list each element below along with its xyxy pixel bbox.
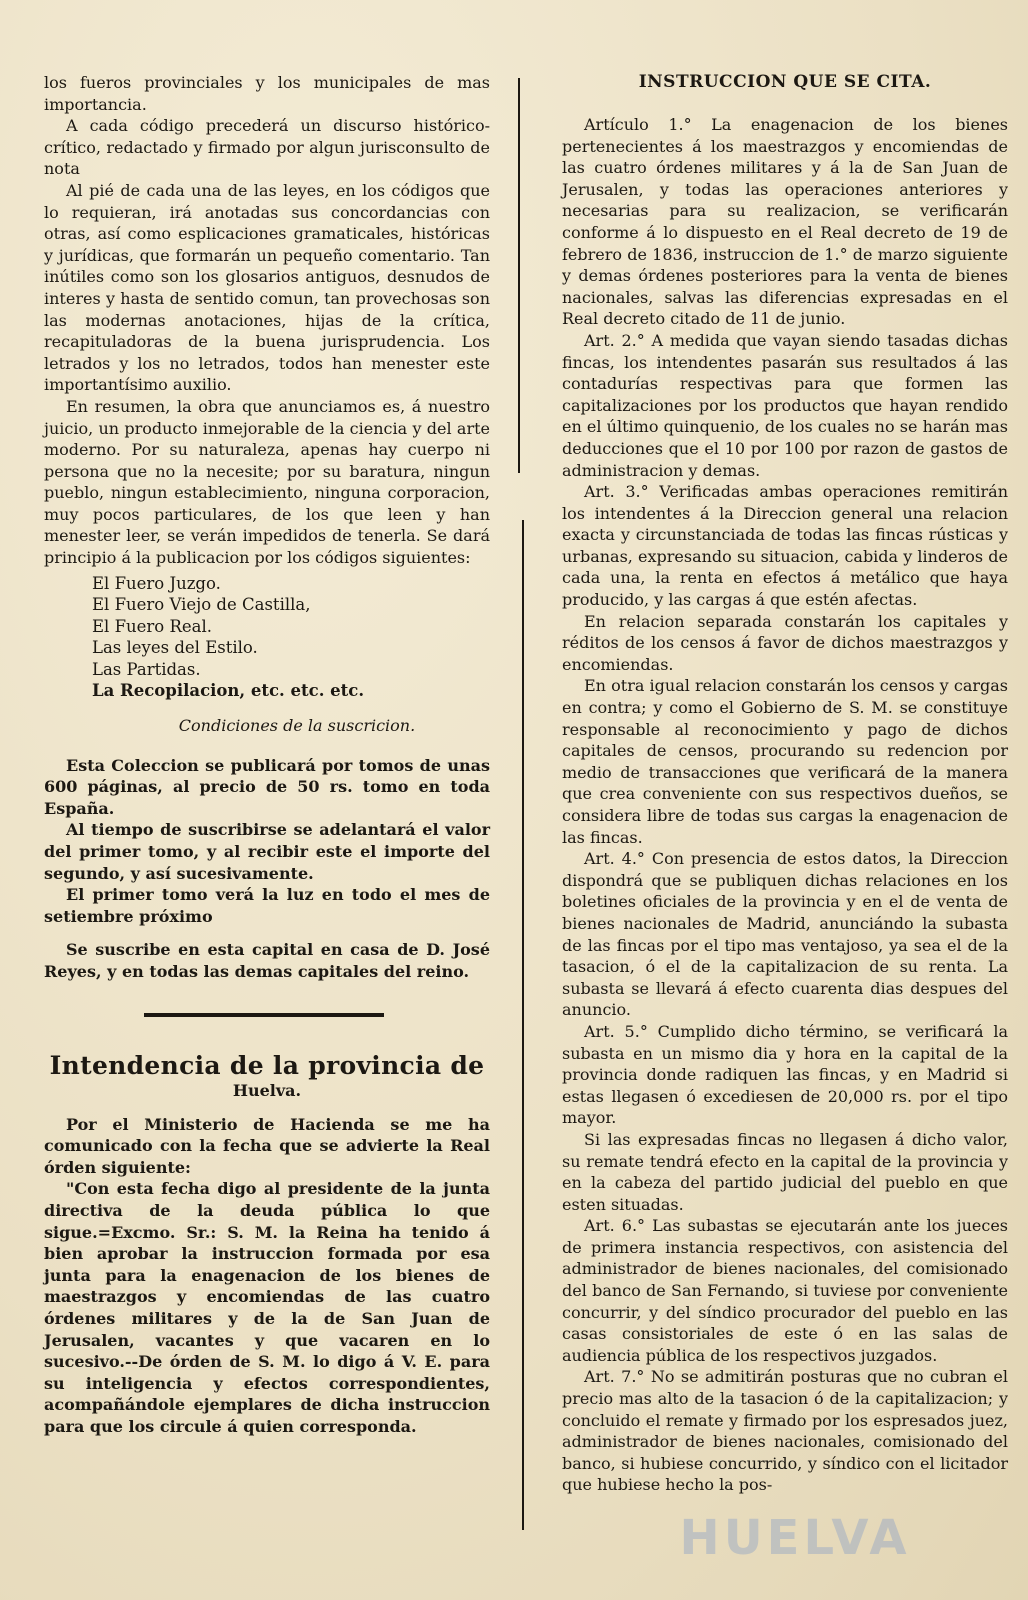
list-item: El Fuero Real. xyxy=(92,616,213,636)
paragraph: Esta Coleccion se publicará por tomos de unas 600 páginas, al precio de 50 rs. tomo en toda España. xyxy=(44,755,490,818)
paragraph: En relacion separada constarán los capitales y réditos de los censos á favor de dichos maestrazgos y encomiendas. xyxy=(562,611,1008,674)
paragraph: los fueros provinciales y los municipales de mas importancia. xyxy=(44,73,490,114)
paragraph: A cada código precederá un discurso histórico-crítico, redactado y firmado por algun jurisconsulto de nota xyxy=(44,116,490,179)
section-subheading: Huelva. xyxy=(232,1080,302,1100)
paragraph: Al pié de cada una de las leyes, en los códigos que lo requieran, irá anotadas sus concordancias con otras, así como esplicaciones gramaticales, históricas y jurídicas, que formarán un pequeño comentario. Tan inútiles como son los glosarios antiguos, desnudos de interes y hasta de sentido comun, tan provechosas son las modernas anotaciones, hijas de la crítica, recapituladoras de la buena jurisprudencia. Los letrados y los no letrados, todos han menester este importantísimo auxilio. xyxy=(44,180,490,395)
paragraph: Art. 6.° Las subastas se ejecutarán ante los jueces de primera instancia respectivos, con asistencia del administrador de bienes nacionales, del comisionado del banco de San Fernando, si tuviese por conveniente concurrir, y del síndico procurador del pueblo en las casas consistoriales de este ó en las salas de audiencia pública de los respectivos juzgados. xyxy=(562,1216,1008,1365)
list-item: El Fuero Juzgo. xyxy=(92,573,221,593)
left-column xyxy=(44,72,490,1438)
library-stamp-watermark: HUELVA xyxy=(679,1510,911,1566)
list-item: La Recopilacion, etc. etc. etc. xyxy=(92,681,365,701)
list-item: Las leyes del Estilo. xyxy=(92,638,258,658)
paragraph: Art. 2.° A medida que vayan siendo tasadas dichas fincas, los intendentes pasarán sus resultados á las contadurías respectivas para que formen las capitalizaciones por los productos que hayan rendido en el último quinquenio, de los cuales no se harán mas deducciones que el 10 por 100 por razon de gastos de administracion y demas. xyxy=(562,330,1008,480)
paragraph: En otra igual relacion constarán los censos y cargas en contra; y como el Gobierno de S. M. se constituye responsable al reconocimiento y pago de dichos capitales de censos, procurando su redencion por medio de transacciones que verificará de la manera que crea conveniente con sus respectivos dueños, se considera libre de todas sus cargas la enagenacion de las fincas. xyxy=(562,676,1008,847)
list-item: El Fuero Viejo de Castilla, xyxy=(92,595,311,615)
paragraph: El primer tomo verá la luz en todo el mes de setiembre próximo xyxy=(44,885,490,926)
paragraph: Art. 4.° Con presencia de estos datos, la Direccion dispondrá que se publiquen dichas relaciones en los boletines oficiales de la provincia y en el de venta de bienes nacionales de Madrid, anunciándo la subasta de las fincas por el tipo mas ventajoso, ya sea el de la tasacion, ó el de la capitalizacion de su renta. La subasta se llevará á efecto cuarenta dias despues del anuncio. xyxy=(562,849,1008,1020)
instruction-title: INSTRUCCION QUE SE CITA. xyxy=(638,72,932,92)
separator-rule xyxy=(144,1013,384,1017)
column-divider xyxy=(518,78,520,473)
section-heading: Intendencia de la provincia de xyxy=(49,1050,485,1080)
paragraph: Art. 3.° Verificadas ambas operaciones remitirán los intendentes á la Direccion general una relacion exacta y circunstanciada de todas las fincas rústicas y urbanas, expresando su situacion, cabida y linderos de cada una, la renta en efectos á metálico que haya producido, y las cargas á que estén afectas. xyxy=(562,482,1008,610)
paragraph: En resumen, la obra que anunciamos es, á nuestro juicio, un producto inmejorable de la ciencia y del arte moderno. Por su naturaleza, apenas hay cuerpo ni persona que no la necesite; por su baratura, ningun pueblo, ningun establecimiento, ninguna corporacion, muy pocos particulares, de los que leen y han menester leer, se verán impedidos de tenerla. Se dará principio á la publicacion por los códigos siguientes: xyxy=(44,396,490,568)
right-column xyxy=(562,72,1008,1496)
codes-list xyxy=(92,573,490,702)
paragraph: Art. 5.° Cumplido dicho término, se verificará la subasta en un mismo dia y hora en la capital de la provincia donde radiquen las fincas, y en Madrid si estas llegasen ó excediesen de 20,000 rs. por el tipo mayor. xyxy=(562,1021,1008,1128)
paragraph: Art. 7.° No se admitirán posturas que no cubran el precio mas alto de la tasacion ó de la capitalizacion; y concluido el remate y firmado por los espresados juez, administrador de bienes nacionales, comisionado del banco, si hubiese concurrido, y síndico con el licitador que hubiese hecho la pos- xyxy=(562,1367,1008,1495)
paragraph: Se suscribe en esta capital en casa de D. José Reyes, y en todas las demas capitales del reino. xyxy=(44,940,490,981)
list-item: Las Partidas. xyxy=(92,659,201,679)
paragraph: Por el Ministerio de Hacienda se me ha comunicado con la fecha que se advierte la Real órden siguiente: xyxy=(44,1114,490,1177)
paragraph: Si las expresadas fincas no llegasen á dicho valor, su remate tendrá efecto en la capital de la provincia y en la cabeza del partido judicial del pueblo en que esten situadas. xyxy=(562,1129,1008,1214)
conditions-title: Condiciones de la suscricion. xyxy=(178,715,416,735)
paragraph: Al tiempo de suscribirse se adelantará el valor del primer tomo, y al recibir este el importe del segundo, y así sucesivamente. xyxy=(44,820,490,883)
column-divider xyxy=(522,520,524,1530)
paragraph: Artículo 1.° La enagenacion de los bienes pertenecientes á los maestrazgos y encomiendas de las cuatro órdenes militares y á la de San Juan de Jerusalen, y todas las operaciones anteriores y necesarias para su realizacion, se verificarán conforme á lo dispuesto en el Real decreto de 19 de febrero de 1836, instruccion de 1.° de marzo siguiente y demas órdenes posteriores para la venta de bienes nacionales, salvas las diferencias expresadas en el Real decreto citado de 11 de junio. xyxy=(562,115,1008,329)
paragraph: "Con esta fecha digo al presidente de la junta directiva de la deuda pública lo que sigue.=Excmo. Sr.: S. M. la Reina ha tenido á bien aprobar la instruccion formada por esa junta para la enagenacion de los bienes de maestrazgos y encomiendas de las cuatro órdenes militares y de la de San Juan de Jerusalen, vacantes y que vacaren en lo sucesivo.--De órden de S. M. lo digo á V. E. para su inteligencia y efectos correspondientes, acompañándole ejemplares de dicha instruccion para que los circule á quien corresponda. xyxy=(44,1179,490,1436)
